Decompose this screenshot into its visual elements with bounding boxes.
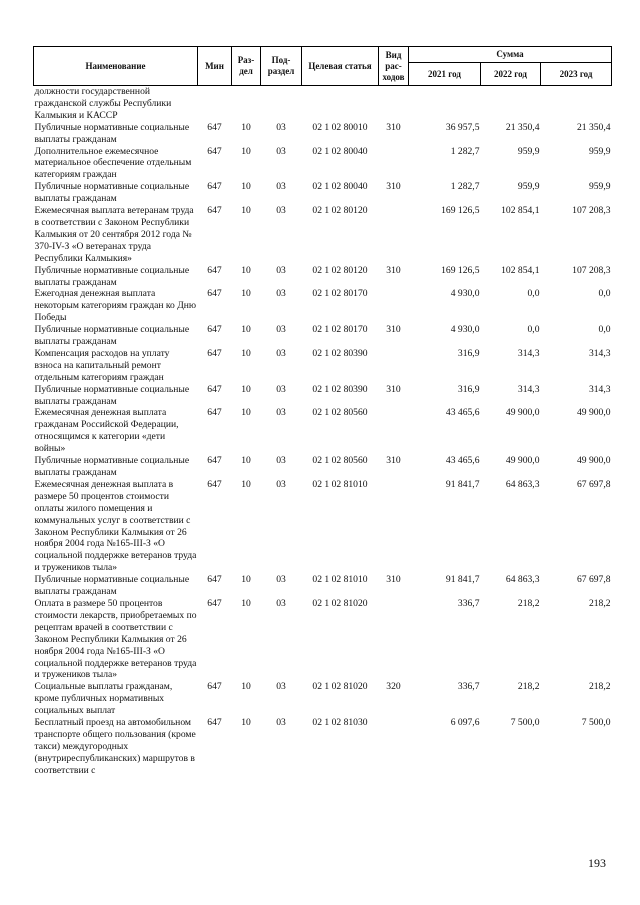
cell-podrazdel: [261, 86, 302, 122]
table-row: [34, 181, 612, 205]
cell-min: 647: [207, 455, 222, 467]
cell-2022: 959,9: [517, 145, 540, 157]
cell-celevaya: 02 1 02 81010: [312, 478, 368, 490]
cell-2022: 102 854,1: [501, 205, 540, 217]
cell-2021: 91 841,7: [445, 478, 480, 490]
cell-min: [198, 86, 232, 122]
cell-razdel: 10: [241, 121, 251, 133]
table-body: [34, 86, 612, 777]
cell-2022: 102 854,1: [501, 264, 540, 276]
budget-table: [33, 46, 612, 777]
table-row: [34, 598, 612, 681]
cell-2022: 21 350,4: [505, 121, 540, 133]
cell-vid: 320: [386, 681, 401, 693]
cell-min: 647: [207, 347, 222, 359]
cell-celevaya: 02 1 02 81030: [312, 717, 368, 729]
cell-podrazdel: 03: [276, 681, 286, 693]
cell-2023: 49 900,0: [576, 455, 611, 467]
cell-min: 647: [207, 205, 222, 217]
cell-2022: 64 863,3: [505, 574, 540, 586]
cell-min: 647: [207, 681, 222, 693]
cell-celevaya: 02 1 02 80170: [312, 324, 368, 336]
cell-razdel: 10: [241, 681, 251, 693]
cell-2022: 314,3: [517, 383, 540, 395]
cell-name: Компенсация расходов на уплату взноса на капитальный ремонт отдельным категориям граждан: [34, 347, 170, 383]
cell-podrazdel: 03: [276, 717, 286, 729]
cell-celevaya: 02 1 02 81020: [312, 681, 368, 693]
cell-podrazdel: 03: [276, 455, 286, 467]
cell-2021: 169 126,5: [441, 205, 480, 217]
cell-celevaya: [302, 86, 379, 122]
cell-2023: 314,3: [588, 383, 611, 395]
cell-podrazdel: 03: [276, 478, 286, 490]
cell-min: 647: [207, 478, 222, 490]
header-2023: 2023 год: [541, 63, 612, 86]
cell-vid: [379, 407, 409, 455]
cell-2023: [541, 86, 612, 122]
header-vid: Вид рас-ходов: [379, 47, 409, 86]
cell-razdel: 10: [241, 717, 251, 729]
cell-celevaya: 02 1 02 80040: [312, 181, 368, 193]
cell-2023: 314,3: [588, 347, 611, 359]
cell-2023: 67 697,8: [576, 574, 611, 586]
cell-celevaya: 02 1 02 80390: [312, 347, 368, 359]
cell-razdel: 10: [241, 264, 251, 276]
table-row: [34, 122, 612, 146]
cell-podrazdel: 03: [276, 145, 286, 157]
header-summa: Сумма: [409, 47, 612, 63]
table-row: [34, 205, 612, 265]
cell-razdel: 10: [241, 455, 251, 467]
cell-2023: 49 900,0: [576, 407, 611, 419]
cell-vid: 310: [386, 455, 401, 467]
cell-min: 647: [207, 717, 222, 729]
cell-2023: 218,2: [588, 597, 611, 609]
table-row: [34, 681, 612, 717]
cell-celevaya: 02 1 02 81020: [312, 597, 368, 609]
cell-razdel: 10: [241, 145, 251, 157]
cell-2022: 64 863,3: [505, 478, 540, 490]
cell-vid: [379, 205, 409, 265]
cell-name: Публичные нормативные социальные выплаты гражданам: [34, 121, 190, 145]
cell-vid: 310: [386, 121, 401, 133]
table-row: [34, 288, 612, 324]
cell-name: Публичные нормативные социальные выплаты гражданам: [34, 455, 190, 478]
cell-podrazdel: 03: [276, 205, 286, 217]
cell-vid: 310: [386, 181, 401, 193]
table-header: [34, 47, 612, 86]
cell-name: Публичные нормативные социальные выплаты гражданам: [34, 574, 190, 598]
cell-vid: [379, 479, 409, 574]
cell-2021: 336,7: [457, 681, 480, 693]
cell-razdel: 10: [241, 347, 251, 359]
cell-2021: [409, 86, 481, 122]
cell-min: 647: [207, 407, 222, 419]
cell-vid: [379, 146, 409, 182]
cell-name: Оплата в размере 50 процентов стоимости лекарств, приобретаемых по рецептам врачей в соответствии с Законом Республики Калмыкия от 26 ноября 2004 года №165-III-З «О социальной поддержке ветеранов труда и тружеников тыла»: [34, 597, 197, 681]
cell-vid: [379, 348, 409, 384]
cell-razdel: 10: [241, 407, 251, 419]
cell-min: 647: [207, 383, 222, 395]
cell-min: 647: [207, 264, 222, 276]
cell-razdel: 10: [241, 383, 251, 395]
header-2022: 2022 год: [481, 63, 541, 86]
cell-razdel: 10: [241, 478, 251, 490]
cell-2021: 4 930,0: [450, 288, 480, 300]
cell-razdel: [232, 86, 261, 122]
cell-2023: 959,9: [588, 181, 611, 193]
cell-2023: 0,0: [598, 324, 611, 336]
cell-celevaya: 02 1 02 80040: [312, 145, 368, 157]
cell-vid: 310: [386, 324, 401, 336]
cell-2023: 21 350,4: [576, 121, 611, 133]
cell-podrazdel: 03: [276, 574, 286, 586]
cell-celevaya: 02 1 02 80010: [312, 121, 368, 133]
table-row: [34, 265, 612, 289]
header-name: Наименование: [34, 47, 198, 86]
table-row: [34, 86, 612, 122]
cell-vid: [379, 86, 409, 122]
cell-name: Ежемесячная денежная выплата в размере 50 процентов стоимости оплаты жилого помещения и коммунальных услуг в соответствии с Законом Республики Калмыкия от 26 ноября 2004 года №165-III-З «О социальной поддержке ветеранов труда и тружеников тыла»: [34, 478, 197, 574]
cell-name: Бесплатный проезд на автомобильном транспорте общего пользования (кроме такси) междугородных (внутриреспубликанских) маршрутов в соответствии с: [34, 717, 196, 776]
cell-min: 647: [207, 121, 222, 133]
cell-2021: 6 097,6: [450, 717, 480, 729]
cell-podrazdel: 03: [276, 264, 286, 276]
cell-2023: 107 208,3: [572, 264, 611, 276]
header-razdel: Раз-дел: [232, 47, 261, 86]
cell-min: 647: [207, 145, 222, 157]
cell-vid: 310: [386, 264, 401, 276]
cell-2023: 218,2: [588, 681, 611, 693]
header-min: Мин: [198, 47, 232, 86]
cell-2022: [481, 86, 541, 122]
cell-2022: 218,2: [517, 681, 540, 693]
cell-2021: 4 930,0: [450, 324, 480, 336]
cell-celevaya: 02 1 02 80560: [312, 407, 368, 419]
cell-podrazdel: 03: [276, 288, 286, 300]
cell-2023: 107 208,3: [572, 205, 611, 217]
cell-2022: 218,2: [517, 597, 540, 609]
table-row: [34, 146, 612, 182]
cell-min: 647: [207, 288, 222, 300]
cell-name: Социальные выплаты гражданам, кроме публичных нормативных социальных выплат: [34, 681, 173, 717]
cell-razdel: 10: [241, 574, 251, 586]
cell-name: Публичные нормативные социальные выплаты гражданам: [34, 181, 190, 205]
cell-celevaya: 02 1 02 81010: [312, 574, 368, 586]
cell-podrazdel: 03: [276, 407, 286, 419]
cell-min: 647: [207, 597, 222, 609]
cell-name: Ежемесячная денежная выплата гражданам Российской Федерации, относящимся к категории «дети войны»: [34, 407, 179, 455]
table-row: [34, 407, 612, 455]
table-row: [34, 348, 612, 384]
cell-vid: [379, 288, 409, 324]
cell-celevaya: 02 1 02 80170: [312, 288, 368, 300]
cell-2021: 91 841,7: [445, 574, 480, 586]
cell-2022: 959,9: [517, 181, 540, 193]
cell-podrazdel: 03: [276, 121, 286, 133]
cell-2022: 7 500,0: [510, 717, 540, 729]
header-2021: 2021 год: [409, 63, 481, 86]
cell-2021: 36 957,5: [445, 121, 480, 133]
cell-celevaya: 02 1 02 80560: [312, 455, 368, 467]
cell-2023: 67 697,8: [576, 478, 611, 490]
header-celevaya: Целевая статья: [302, 47, 379, 86]
cell-podrazdel: 03: [276, 181, 286, 193]
cell-2023: 0,0: [598, 288, 611, 300]
cell-name: Публичные нормативные социальные выплаты гражданам: [34, 383, 190, 407]
cell-2021: 169 126,5: [441, 264, 480, 276]
cell-podrazdel: 03: [276, 347, 286, 359]
cell-2021: 336,7: [457, 597, 480, 609]
cell-celevaya: 02 1 02 80120: [312, 264, 368, 276]
table-row: [34, 455, 612, 479]
cell-2023: 959,9: [588, 145, 611, 157]
cell-podrazdel: 03: [276, 383, 286, 395]
cell-podrazdel: 03: [276, 597, 286, 609]
cell-name: Публичные нормативные социальные выплаты гражданам: [34, 324, 190, 348]
cell-razdel: 10: [241, 181, 251, 193]
page-number: 193: [588, 856, 606, 870]
cell-min: 647: [207, 324, 222, 336]
cell-vid: [379, 717, 409, 777]
header-podrazdel: Под-раздел: [261, 47, 302, 86]
cell-2022: 49 900,0: [505, 455, 540, 467]
cell-celevaya: 02 1 02 80120: [312, 205, 368, 217]
cell-razdel: 10: [241, 597, 251, 609]
cell-2023: 7 500,0: [581, 717, 611, 729]
cell-2022: 0,0: [527, 288, 540, 300]
cell-podrazdel: 03: [276, 324, 286, 336]
table-row: [34, 479, 612, 574]
cell-razdel: 10: [241, 205, 251, 217]
cell-2021: 1 282,7: [450, 181, 480, 193]
table-row: [34, 574, 612, 598]
cell-name: Публичные нормативные социальные выплаты гражданам: [34, 264, 190, 288]
cell-min: 647: [207, 574, 222, 586]
cell-2022: 314,3: [517, 347, 540, 359]
cell-name: Ежемесячная выплата ветеранам труда в соответствии с Законом Республики Калмыкия от 20 сентября 2012 года № 370-IV-З «О ветеранах труда Республики Калмыкия»: [34, 205, 194, 264]
cell-vid: 310: [386, 383, 401, 395]
cell-2021: 43 465,6: [445, 407, 480, 419]
cell-razdel: 10: [241, 288, 251, 300]
cell-min: 647: [207, 181, 222, 193]
cell-2021: 316,9: [457, 383, 480, 395]
cell-celevaya: 02 1 02 80390: [312, 383, 368, 395]
cell-name: должности государственной гражданской службы Республики Калмыкия и КАССР: [34, 86, 172, 121]
cell-2021: 316,9: [457, 347, 480, 359]
cell-vid: [379, 598, 409, 681]
cell-razdel: 10: [241, 324, 251, 336]
cell-name: Дополнительное ежемесячное материальное обеспечение отдельным категориям граждан: [34, 145, 192, 181]
cell-2021: 1 282,7: [450, 145, 480, 157]
cell-name: Ежегодная денежная выплата некоторым категориям граждан ко Дню Победы: [34, 288, 197, 324]
cell-vid: 310: [386, 574, 401, 586]
cell-2022: 0,0: [527, 324, 540, 336]
table-row: [34, 324, 612, 348]
cell-2022: 49 900,0: [505, 407, 540, 419]
table-row: [34, 717, 612, 777]
cell-2021: 43 465,6: [445, 455, 480, 467]
table-row: [34, 384, 612, 408]
